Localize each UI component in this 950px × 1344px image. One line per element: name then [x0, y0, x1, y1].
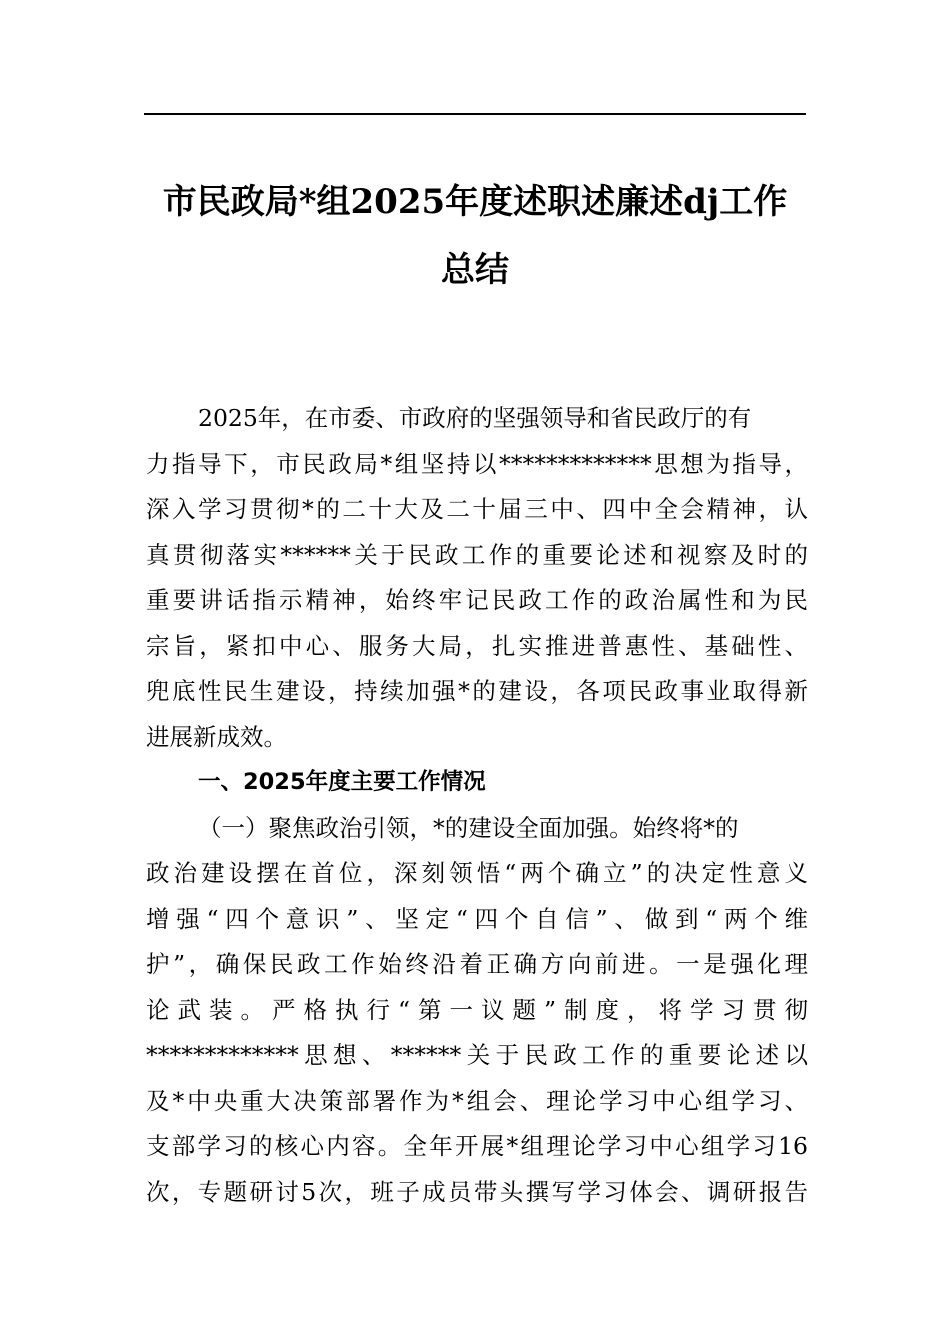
intro-line: 力指导下，市民政局*组坚持以*************思想为指导，	[146, 449, 808, 478]
section-line: 次，专题研讨5次，班子成员带头撰写学习体会、调研报告	[146, 1177, 808, 1206]
intro-line: 兜底性民生建设，持续加强*的建设，各项民政事业取得新	[146, 677, 808, 705]
intro-line: 宗旨，紧扣中心、服务大局，扎实推进普惠性、基础性、	[146, 631, 808, 660]
title-line-1: 市民政局*组2025年度述职述廉述dj工作	[162, 182, 788, 222]
document-title	[144, 168, 806, 304]
section-line: 增强“四个意识”、坚定“四个自信”、做到“两个维	[146, 904, 808, 933]
section-line: 论武装。严格执行“第一议题”制度，将学习贯彻	[146, 995, 808, 1024]
section-line: 政治建设摆在首位，深刻领悟“两个确立”的决定性意义	[146, 859, 808, 887]
intro-line: 2025年，在市委、市政府的坚强领导和省民政厅的有	[198, 404, 752, 432]
section-line: 支部学习的核心内容。全年开展*组理论学习中心组学习16	[146, 1132, 808, 1160]
section-heading: 一、2025年度主要工作情况	[198, 769, 486, 795]
section-line: 及*中央重大决策部署作为*组会、理论学习中心组学习、	[146, 1086, 808, 1115]
header-rule	[144, 113, 806, 115]
section-line: 护”，确保民政工作始终沿着正确方向前进。一是强化理	[146, 950, 808, 978]
intro-line: 进展新成效。	[146, 722, 287, 751]
intro-line: 深入学习贯彻*的二十大及二十届三中、四中全会精神，认	[146, 495, 808, 523]
title-line-2: 总结	[441, 250, 509, 290]
section-line: *************思想、******关于民政工作的重要论述以	[146, 1041, 808, 1069]
section-line: （一）聚焦政治引领，*的建设全面加强。始终将*的	[198, 813, 739, 842]
intro-line: 真贯彻落实******关于民政工作的重要论述和视察及时的	[146, 540, 808, 569]
document-body	[146, 396, 808, 1215]
intro-line: 重要讲话指示精神，始终牢记民政工作的政治属性和为民	[146, 586, 808, 614]
